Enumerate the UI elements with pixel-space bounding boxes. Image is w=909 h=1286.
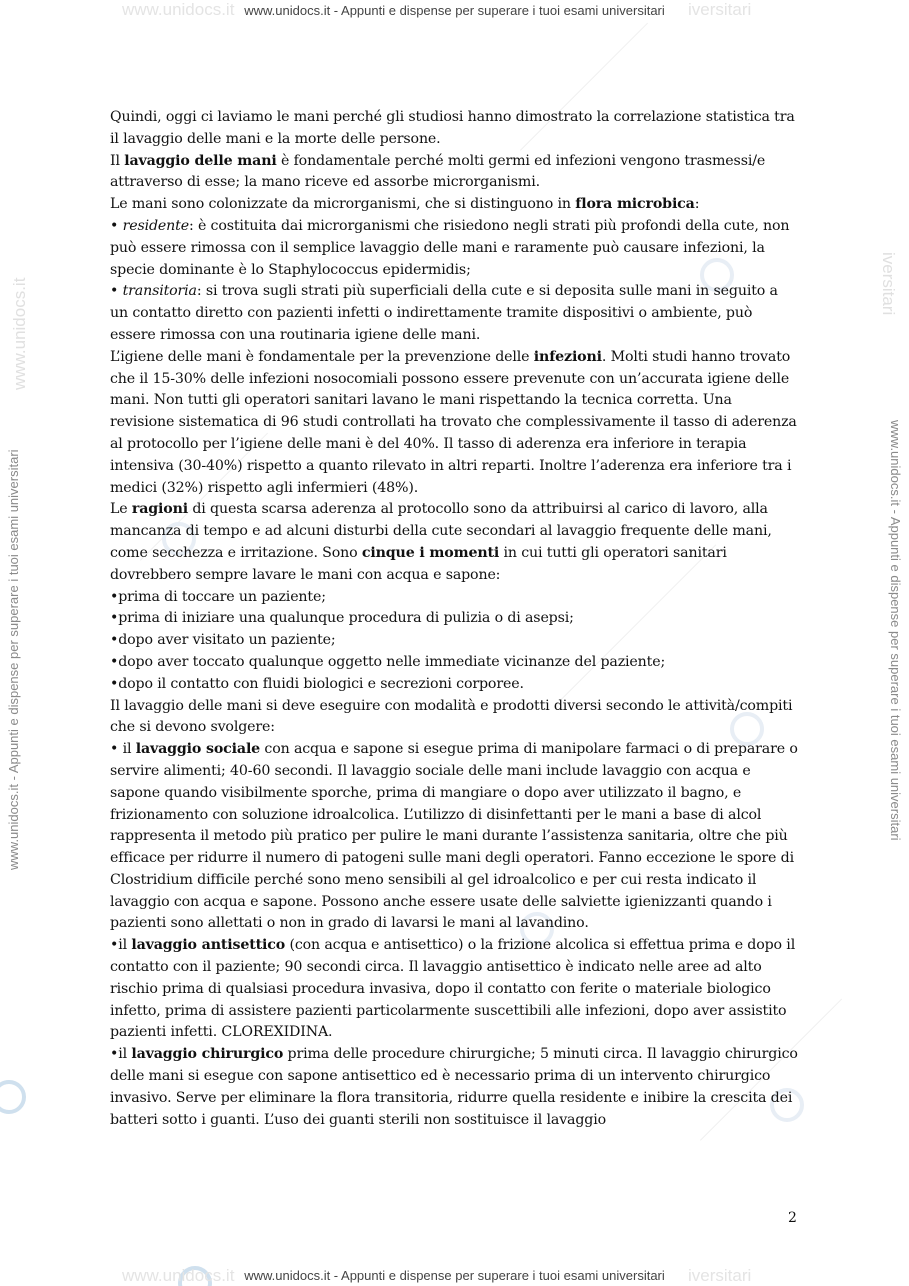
text-run: •il (110, 1046, 132, 1063)
watermark-ghost-brand: www.unidocs.it (122, 1266, 235, 1285)
paragraph (110, 674, 800, 696)
text-run: •prima di iniziare una qualunque procedura di pulizia o di asepsi; (110, 610, 574, 627)
text-run: Quindi, oggi ci laviamo le mani perché gli studiosi hanno dimostrato la correlazione statistica tra il lavaggio delle mani e la morte delle persone. (110, 109, 795, 147)
unidocs-logo-icon (0, 1080, 26, 1114)
italic-term: transitoria (122, 283, 197, 300)
text-run: è fondamentale perché molti germi ed infezioni vengono trasmessi/e attraverso di esse; la mano riceve ed assorbe microrganismi. (110, 152, 766, 191)
bold-term: infezioni (533, 348, 602, 365)
right-vertical-watermark: www.unidocs.it - Appunti e dispense per superare i tuoi esami universitari (888, 420, 903, 841)
text-run: : è costituita dai microrganismi che risiedono negli strati più profondi della cute, non può essere rimossa con il semplice lavaggio delle mani e raramente può causare infezioni, la specie dominante è lo Staphylococcus epidermidis; (110, 217, 790, 278)
paragraph (110, 739, 800, 935)
paragraph (110, 499, 800, 586)
text-run: Le (110, 501, 132, 518)
paragraph (110, 151, 800, 195)
text-run: •dopo aver toccato qualunque oggetto nelle immediate vicinanze del paziente; (110, 653, 666, 670)
bold-term: lavaggio chirurgico (131, 1046, 284, 1063)
document-body (110, 107, 800, 1131)
watermark-ghost-tail: iversitari (688, 1266, 752, 1285)
watermark-ghost-tail: iversitari (688, 0, 752, 19)
text-run: (con acqua e antisettico) o la frizione alcolica si effettua prima e dopo il contatto con il paziente; 90 secondi circa. Il lavaggio antisettico è indicato nelle aree ad alto rischio prima di qualsiasi procedura invasiva, dopo il contatto con ferite o materiale biologico infetto, prima di assistere pazienti particolarmente suscettibili alle infezioni, dopo aver assistito pazienti infetti. CLOREXIDINA. (110, 937, 796, 1041)
paragraph (110, 281, 800, 346)
text-run: • (110, 283, 123, 300)
bold-term: lavaggio delle mani (124, 152, 277, 169)
text-run: : (694, 196, 700, 213)
text-run: Le mani sono colonizzate da microrganismi, che si distinguono in (110, 196, 576, 213)
paragraph (110, 216, 800, 281)
paragraph (110, 587, 800, 609)
text-run: in cui tutti gli operatori sanitari dovrebbero sempre lavare le mani con acqua e sapone: (110, 544, 727, 583)
paragraph (110, 696, 800, 740)
text-run: Il lavaggio delle mani si deve eseguire con modalità e prodotti diversi secondo le attività/compiti che si devono svolgere: (110, 697, 793, 736)
paragraph (110, 935, 800, 1044)
footer-watermark-banner: www.unidocs.it - Appunti e dispense per superare i tuoi esami universitari (244, 1268, 665, 1283)
text-run: •prima di toccare un paziente; (110, 588, 326, 605)
header-watermark-banner: www.unidocs.it - Appunti e dispense per superare i tuoi esami universitari (244, 3, 665, 18)
bold-term: flora microbica (575, 196, 695, 213)
text-run: L’igiene delle mani è fondamentale per la prevenzione delle (110, 348, 534, 365)
text-run: •il (110, 937, 132, 954)
left-vertical-watermark-ghost: www.unidocs.it (10, 277, 29, 390)
text-run: • (110, 217, 123, 234)
page-number: 2 (788, 1210, 797, 1226)
text-run: • il (110, 741, 136, 758)
watermark-ghost-brand: www.unidocs.it (122, 0, 235, 19)
paragraph (110, 347, 800, 500)
bold-term: lavaggio sociale (135, 741, 261, 758)
bold-term: ragioni (131, 501, 188, 518)
italic-term: residente (122, 217, 189, 234)
right-vertical-watermark-ghost: iversitari (879, 252, 898, 316)
text-run: con acqua e sapone si esegue prima di manipolare farmaci o di preparare o servire alimenti; 40-60 secondi. Il lavaggio sociale delle mani include lavaggio con acqua e sapone quando visibilmente sporche, prima di mangiare o dopo aver utilizzato il bagno, e frizionamento con soluzione idroalcolica. L’utilizzo di disinfettanti per le mani a base di alcol rappresenta il metodo più pratico per pulire le mani durante l’assistenza sanitaria, oltre che più efficace per ridurre il numero di patogeni sulle mani degli operatori. Fanno eccezione le spore di Clostridium difficile perché sono meno sensibili al gel idroalcolico e per cui resta indicato il lavaggio con acqua e sapone. Possono anche essere usate delle salviette igienizzanti quando i pazienti sono allettati o non in grado di lavarsi le mani al lavandino. (110, 741, 798, 932)
bold-term: lavaggio antisettico (131, 937, 286, 954)
paragraph (110, 652, 800, 674)
paragraph (110, 194, 800, 216)
left-vertical-watermark: www.unidocs.it - Appunti e dispense per superare i tuoi esami universitari (6, 449, 21, 870)
text-run: prima delle procedure chirurgiche; 5 minuti circa. Il lavaggio chirurgico delle mani si esegue con sapone antisettico ed è necessario prima di un intervento chirurgico invasivo. Serve per eliminare la flora transitoria, ridurre quella residente e inibire la crescita dei batteri sotto i guanti. L’uso dei guanti sterili non sostituisce il lavaggio (110, 1046, 798, 1128)
bold-term: cinque i momenti (361, 544, 500, 561)
text-run: . Molti studi hanno trovato che il 15-30% delle infezioni nosocomiali possono essere prevenute con un’accurata igiene delle mani. Non tutti gli operatori sanitari lavano le mani rispettando la tecnica corretta. Una revisione sistematica di 96 studi controllati ha trovato che complessivamente il tasso di aderenza al protocollo per l’igiene delle mani è del 40%. Il tasso di aderenza era inferiore in terapia intensiva (30-40%) rispetto a quanto rilevato in altri reparti. Inoltre l’aderenza era inferiore tra i medici (32%) rispetto agli infermieri (48%). (110, 348, 797, 496)
paragraph (110, 608, 800, 630)
paragraph (110, 107, 800, 151)
paragraph (110, 1044, 800, 1131)
text-run: di questa scarsa aderenza al protocollo sono da attribuirsi al carico di lavoro, alla mancanza di tempo e ad alcuni disturbi della cute secondari al lavaggio frequente delle mani, come secchezza e irritazione. Sono (110, 501, 772, 561)
paragraph (110, 630, 800, 652)
text-run: : si trova sugli strati più superficiali della cute e si deposita sulle mani in seguito a un contatto diretto con pazienti infetti o indirettamente tramite dispositivi o ambiente, può essere rimossa con una routinaria igiene delle mani. (110, 283, 778, 343)
text-run: Il (110, 152, 125, 169)
text-run: •dopo aver visitato un paziente; (110, 632, 336, 649)
text-run: •dopo il contatto con fluidi biologici e secrezioni corporee. (110, 675, 524, 692)
